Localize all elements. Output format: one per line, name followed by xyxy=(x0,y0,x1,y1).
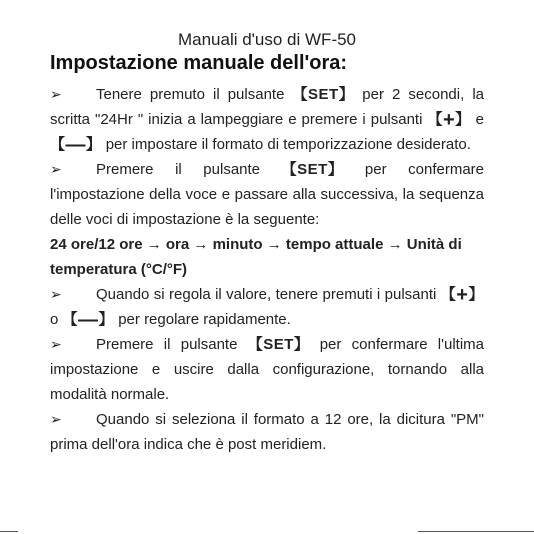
p2-text-b: per confermare l'impostazione della voce e passare alla successiva, la sequenza delle voci di impostazione è la seguente: xyxy=(50,161,485,228)
minus-key-label: 【—】 xyxy=(50,134,102,156)
paragraph-exit-setup xyxy=(50,332,484,407)
paragraph-confirm-item xyxy=(50,157,484,232)
p1-text-a: Tenere premuto il pulsante xyxy=(96,86,285,103)
p1-text-d: per impostare il formato di temporizzazione desiderato. xyxy=(105,136,471,153)
minus-icon: — xyxy=(78,309,99,331)
p4-text-a: Premere il pulsante xyxy=(96,336,238,353)
arrow-bullet-icon: ➢ xyxy=(50,336,62,352)
footer-rule-right xyxy=(418,531,534,532)
paragraph-pm-indicator xyxy=(50,407,484,457)
minus-icon: — xyxy=(65,134,87,156)
plus-icon: + xyxy=(442,109,456,131)
set-key-label: 【SET】 xyxy=(247,336,310,353)
set-key-text: SET xyxy=(297,161,328,178)
settings-sequence: 24 ore/12 ore → ora → minuto → tempo attuale → Unità di temperatura (°C/°F) xyxy=(50,236,462,278)
minus-key-label: 【—】 xyxy=(62,309,115,331)
instructions xyxy=(50,82,484,457)
set-key-label: 【SET】 xyxy=(281,161,344,178)
p1-text-b: per 2 secondi, la scritta "24Hr " inizia a lampeggiare e premere i pulsanti xyxy=(50,86,485,128)
footer-rule-left xyxy=(0,531,18,532)
paragraph-hold-set xyxy=(50,82,484,157)
arrow-bullet-icon: ➢ xyxy=(50,286,62,302)
p1-text-c: e xyxy=(475,111,484,128)
plus-icon: + xyxy=(456,284,469,306)
set-key-text: SET xyxy=(263,336,294,353)
arrow-bullet-icon: ➢ xyxy=(50,86,62,102)
section-title: Impostazione manuale dell'ora: xyxy=(50,52,348,74)
p5-text-a: Quando si seleziona il formato a 12 ore, la dicitura "PM" prima dell'ora indica che è post meridiem. xyxy=(50,411,484,453)
p3-text-c: per regolare rapidamente. xyxy=(118,311,291,328)
p3-text-a: Quando si regola il valore, tenere premuti i pulsanti xyxy=(96,286,437,303)
plus-key-label: 【+】 xyxy=(440,284,484,306)
p3-text-b: o xyxy=(50,311,59,328)
set-key-label: 【SET】 xyxy=(292,86,355,103)
arrow-bullet-icon: ➢ xyxy=(50,411,62,427)
arrow-bullet-icon: ➢ xyxy=(50,161,62,177)
plus-key-label: 【+】 xyxy=(427,109,471,131)
p2-text-a: Premere il pulsante xyxy=(96,161,261,178)
paragraph-fast-adjust xyxy=(50,282,484,332)
set-key-text: SET xyxy=(308,86,339,103)
page-header: Manuali d'uso di WF-50 xyxy=(177,30,357,49)
p4-text-b: per confermare l'ultima impostazione e uscire dalla configurazione, tornando alla modalità normale. xyxy=(50,336,485,403)
